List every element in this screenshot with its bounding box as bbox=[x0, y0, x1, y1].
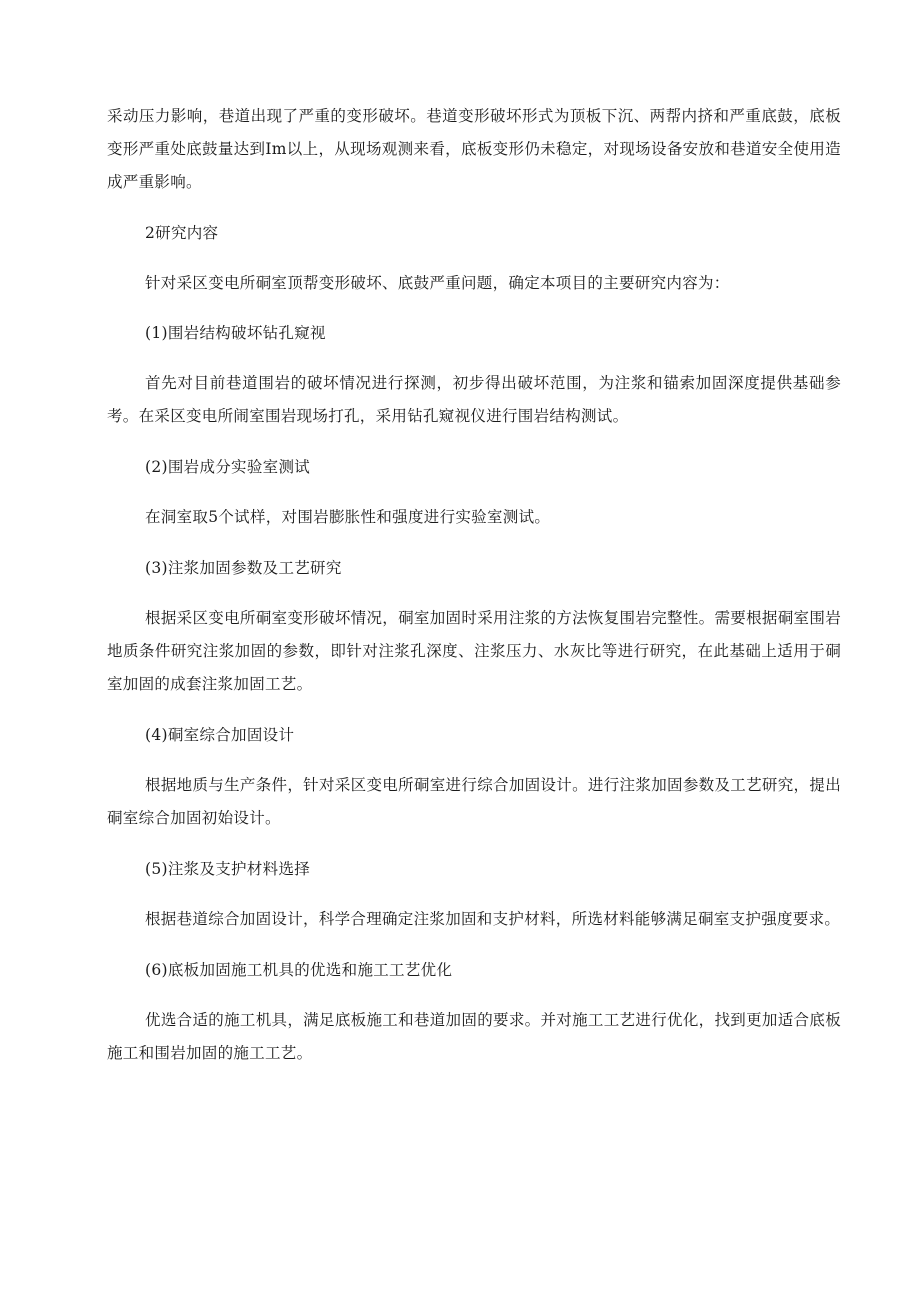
item-body-6: 优选合适的施工机具，满足底板施工和巷道加固的要求。并对施工工艺进行优化，找到更加适合底板施工和围岩加固的施工工艺。 bbox=[107, 1011, 841, 1062]
item-heading-1: (1)围岩结构破坏钻孔窥视 bbox=[145, 324, 326, 342]
item-heading-4: (4)硐室综合加固设计 bbox=[145, 726, 295, 744]
item-body-4: 根据地质与生产条件，针对采区变电所硐室进行综合加固设计。进行注浆加固参数及工艺研究，提出硐室综合加固初始设计。 bbox=[107, 776, 841, 827]
paragraph-continuation: 采动压力影响，巷道出现了严重的变形破坏。巷道变形破坏形式为顶板下沉、两帮内挤和严重底鼓，底板变形严重处底鼓量达到Im以上，从现场观测来看，底板变形仍未稳定，对现场设备安放和巷道安全使用造成严重影响。 bbox=[107, 107, 841, 191]
section-heading-research-content: 2研究内容 bbox=[145, 224, 219, 242]
document-page bbox=[107, 100, 841, 1070]
item-body-2: 在洞室取5个试样，对围岩膨胀性和强度进行实验室测试。 bbox=[145, 508, 551, 526]
item-heading-6: (6)底板加固施工机具的优选和施工工艺优化 bbox=[145, 961, 453, 979]
item-heading-3: (3)注浆加固参数及工艺研究 bbox=[145, 559, 342, 577]
item-heading-5: (5)注浆及支护材料选择 bbox=[145, 860, 311, 878]
item-body-5: 根据巷道综合加固设计，科学合理确定注浆加固和支护材料，所选材料能够满足硐室支护强度要求。 bbox=[145, 910, 841, 928]
paragraph-intro: 针对采区变电所硐室顶帮变形破坏、底鼓严重问题，确定本项目的主要研究内容为： bbox=[145, 274, 730, 292]
item-heading-2: (2)围岩成分实验室测试 bbox=[145, 458, 311, 476]
item-body-1: 首先对目前巷道围岩的破坏情况进行探测，初步得出破坏范围，为注浆和锚索加固深度提供基础参考。在采区变电所闹室围岩现场打孔，采用钻孔窥视仪进行围岩结构测试。 bbox=[107, 374, 841, 425]
item-body-3: 根据采区变电所硐室变形破坏情况，硐室加固时采用注浆的方法恢复围岩完整性。需要根据硐室围岩地质条件研究注浆加固的参数，即针对注浆孔深度、注浆压力、水灰比等进行研究，在此基础上适用于硐室加固的成套注浆加固工艺。 bbox=[107, 609, 841, 693]
